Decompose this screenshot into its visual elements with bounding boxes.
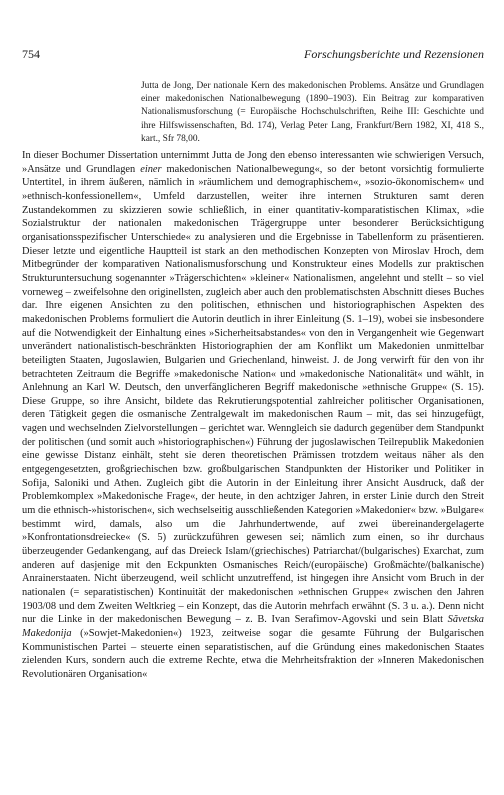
bibliographic-reference: Jutta de Jong, Der nationale Kern des makedonischen Problems. Ansätze und Grundlagen einer makedonischen Nationalbewegung (1890–1903). Ein Beitrag zur komparativen Nationalismusforschung (= Europäische Hochschulschriften, Reihe III: Geschichte und ihre Hilfswissenschaften, Bd. 174), Verlag Peter Lang, Frankfurt/Bern 1982, XI, 418 S., kart., Sfr 78,00.	[141, 81, 484, 144]
body-text-3: (»Sowjet-Makedonien«) 1923, zeitweise sogar die gesamte Führung der Bulgarischen Kommunistischen Partei – steuerte einen separatistischen, auf die Gründung eines makedonischen Staates zielenden Kurs, sondern auch die extreme Rechte, etwa die Mehrheitsfraktion der »Inneren Makedonischen Revolutionären Organisation«	[22, 627, 484, 680]
running-head: Forschungsberichte und Rezensionen	[304, 47, 484, 61]
body-emphasis-1: einer	[140, 163, 162, 175]
review-body	[22, 149, 484, 682]
body-emphasis-2: Săvetska Makedonija	[22, 614, 484, 639]
body-text-2: makedonischen Nationalbewegung«, so der betont vorsichtig formulierte Untertitel, in ihrem äußeren, nämlich in »räumlichem und demographischem«, »sozio-ökonomischem« und »ethnisch-konfessionellem«, Umfeld darzustellen, weiter ihre internen Strukturen samt deren Zustandekommen zu skizzieren sowie schließlich, in einer quantitativ-komparatistischen Klimax, »die Sozialstruktur der nationalen makedonischen Trägergruppe unter besonderer Berücksichtigung organisationsspezifischer Unterschiede« zu analysieren und die Ergebnisse in Tabellenform zu präsentieren. Dieser letzte und eigentliche Hauptteil ist stark an den methodischen Konzepten von Miroslav Hroch, dem Mitbegründer der komparativen Nationalismusforschung und Konstrukteur eines Modells zur praktischen Strukturuntersuchung sogenannter »Trägerschichten« »kleiner« Nationalismen, angelehnt und stellt – so viel vorneweg – zweifelsohne den originellsten, zugleich aber auch den problematischsten Abschnitt dieses Buches dar. Ihre eigenen Ansichten zu den politischen, ethnischen und historiographischen Aspekten des makedonischen Problems formuliert die Autorin deutlich in ihrer Einleitung (S. 1–19), wobei sie insbesondere auf die Notwendigkeit der Einhaltung eines »Sicherheitsabstandes« von den in Vergangenheit wie Gegenwart unverändert nationalistisch-beschränkten Historiographien der am Konflikt um Makedonien unmittelbar beteiligten Staaten, Jugoslawien, Bulgarien und Griechenland, hinweist. J. de Jong verwirft für den von ihr betrachteten Zeitraum die Begriffe »makedonische Nation« und »makedonische Nationalität« und wählt, in Anlehnung an Karl W. Deutsch, den unverfänglicheren Begriff makedonische »ethnische Gruppe« (S. 15). Diese Gruppe, so ihre Ansicht, bildete das Rekrutierungspotential zahlreicher politischer Organisationen, deren Tätigkeit gegen die osmanische Zentralgewalt im makedonischen Raum – mit, das sei hinzugefügt, vagen und wechselnden Zielvorstellungen – gerichtet war. Wenngleich sie dadurch gegenüber dem Standpunkt der politischen (und somit auch »historiographischen«) Führung der jugoslawischen Teilrepublik Makedonien eine gewisse Distanz einhält, steht sie deren theoretischen Prämissen trotzdem weitaus näher als den entgegengesetzten, großgriechischen bzw. großbulgarischen Standpunkten der Historiker und Politiker in Sofija, Saloniki und Athen. Zugleich gibt die Autorin in der Einleitung ihrer Ansicht Ausdruck, daß der Problemkomplex »Makedonische Frage«, der heute, in den achtziger Jahren, in erster Linie durch den Streit um die ethnisch-»historischen«, sich wechselseitig ausschließenden Kategorien »Makedonier« bzw. »Bulgare« bestimmt wird, damals, also um die Jahrhundertwende, auf zwei übereinandergelagerte »Konfrontationsdreiecke« (S. 5) zurückzuführen gewesen sei; nämlich zum einen, so ihr durchaus überzeugender Gedankengang, auf das Dreieck Islam/(griechisches) Patriarchat/(bulgarisches) Exarchat, zum anderen auf dasjenige mit den Eckpunkten Osmanisches Reich/(europäische) Großmächte/(balkanische) Anrainerstaaten. Nicht überzeugend, weil schlicht unzutreffend, ist hingegen ihre Ansicht vom Bruch in der nationalen (= separatistischen) Kontinuität der makedonischen »ethnischen Gruppe« zwischen den Jahren 1903/08 und dem Zweiten Weltkrieg – ein Konzept, das die Autorin mehrfach erwähnt (S. 3 u. a.). Denn nicht nur die Linke in der makedonischen Bewegung – z. B. Ivan Serafimov-Agovski und sein Blatt	[22, 163, 484, 626]
body-paragraph	[22, 149, 484, 682]
page-header	[22, 46, 484, 62]
body-text-1: In dieser Bochumer Dissertation unternimmt Jutta de Jong den ebenso interessanten wie schwierigen Versuch, »Ansätze und Grundlagen	[22, 150, 484, 175]
page-number: 754	[22, 47, 40, 61]
